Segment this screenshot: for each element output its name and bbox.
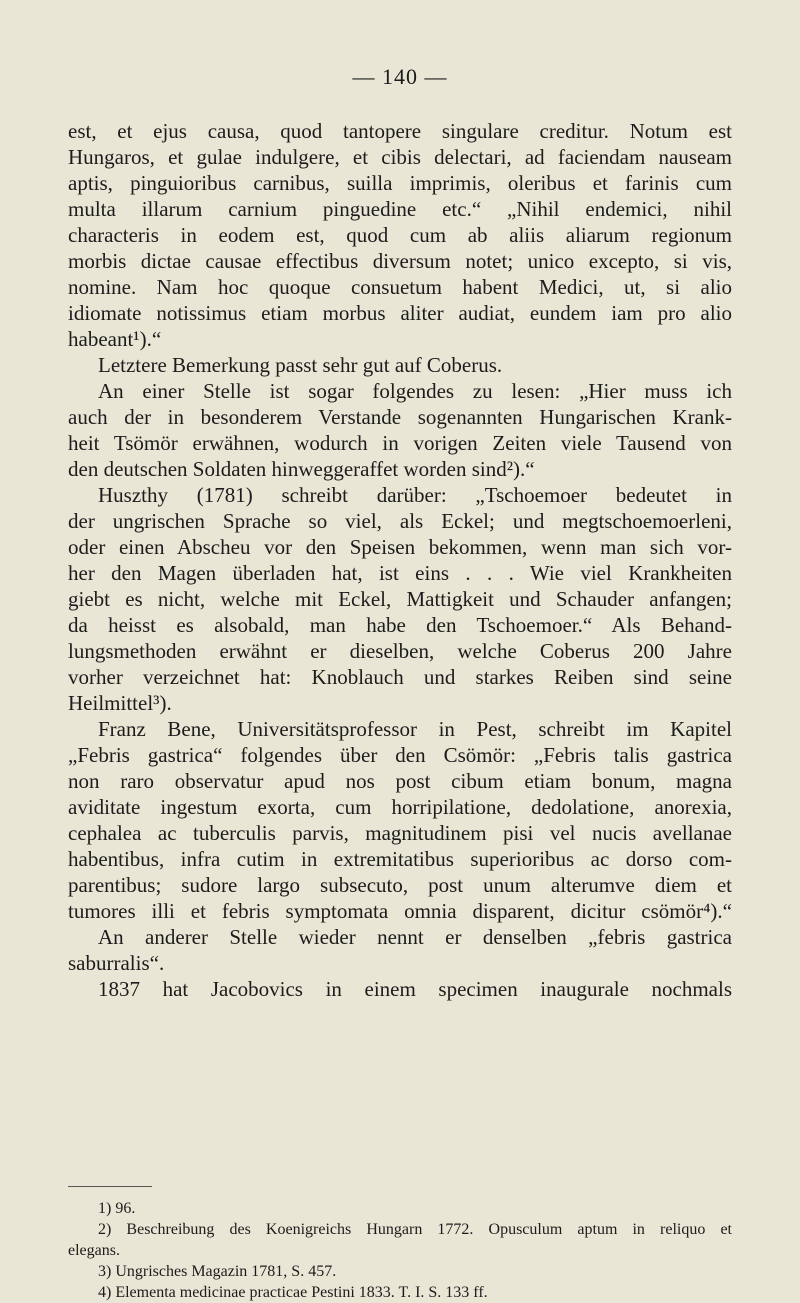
text-line: parentibus; sudore largo subsecuto, post unum alterumve diem et: [68, 873, 732, 897]
text-line: her den Magen überladen hat, ist eins . . . Wie viel Krankheiten: [68, 561, 732, 585]
text-line: lungsmethoden erwähnt er dieselben, welche Coberus 200 Jahre: [68, 639, 732, 663]
text-line: Heilmittel³).: [68, 691, 172, 715]
text-line: Franz Bene, Universitätsprofessor in Pest, schreibt im Kapitel: [98, 717, 732, 741]
text-line: 1837 hat Jacobovics in einem specimen inaugurale nochmals: [98, 977, 732, 1001]
text-line: giebt es nicht, welche mit Eckel, Mattigkeit und Schauder anfangen;: [68, 587, 732, 611]
text-line: nomine. Nam hoc quoque consuetum habent Medici, ut, si alio: [68, 275, 732, 299]
text-line: Letztere Bemerkung passt sehr gut auf Coberus.: [98, 353, 503, 377]
text-line: Huszthy (1781) schreibt darüber: „Tschoemoer bedeutet in: [98, 483, 732, 507]
footnote: elegans.: [68, 1242, 120, 1259]
text-line: characteris in eodem est, quod cum ab aliis aliarum regionum: [68, 223, 732, 247]
text-line: Hungaros, et gulae indulgere, et cibis delectari, ad faciendam nauseam: [68, 145, 732, 169]
text-line: der ungrischen Sprache so viel, als Eckel; und megtschoemoerleni,: [68, 509, 732, 533]
text-line: „Febris gastrica“ folgendes über den Csömör: „Febris talis gastrica: [68, 743, 732, 767]
text-line: tumores illi et febris symptomata omnia disparent, dicitur csömör⁴).“: [68, 899, 732, 923]
text-line: habentibus, infra cutim in extremitatibus superioribus ac dorso com-: [68, 847, 732, 871]
text-line: da heisst es alsobald, man habe den Tschoemoer.“ Als Behand-: [68, 613, 732, 637]
footnote: 2) Beschreibung des Koenigreichs Hungarn 1772. Opusculum aptum in reliquo et: [98, 1221, 732, 1238]
text-line: aptis, pinguioribus carnibus, suilla imprimis, oleribus et farinis cum: [68, 171, 732, 195]
text-line: den deutschen Soldaten hinweggeraffet worden sind²).“: [68, 457, 535, 481]
text-line: auch der in besonderem Verstande sogenannten Hungarischen Krank-: [68, 405, 732, 429]
text-line: idiomate notissimus etiam morbus aliter audiat, eundem iam pro alio: [68, 301, 732, 325]
text-line: heit Tsömör erwähnen, wodurch in vorigen Zeiten viele Tausend von: [68, 431, 732, 455]
footnote: 3) Ungrisches Magazin 1781, S. 457.: [98, 1263, 337, 1280]
footnote: 4) Elementa medicinae practicae Pestini 1833. T. I. S. 133 ff.: [98, 1284, 488, 1301]
text-line: habeant¹).“: [68, 327, 162, 351]
text-line: non raro observatur apud nos post cibum etiam bonum, magna: [68, 769, 732, 793]
footnote-divider: [68, 1186, 152, 1187]
text-line: An anderer Stelle wieder nennt er denselben „febris gastrica: [98, 925, 732, 949]
text-line: est, et ejus causa, quod tantopere singulare creditur. Notum est: [68, 119, 732, 143]
text-line: cephalea ac tuberculis parvis, magnitudinem pisi vel nucis avellanae: [68, 821, 732, 845]
text-line: vorher verzeichnet hat: Knoblauch und starkes Reiben sind seine: [68, 665, 732, 689]
text-line: aviditate ingestum exorta, cum horripilatione, dedolatione, anorexia,: [68, 795, 732, 819]
footnote: 1) 96.: [98, 1200, 136, 1217]
footnotes: [68, 1198, 732, 1303]
text-line: oder einen Abscheu vor den Speisen bekommen, wenn man sich vor-: [68, 535, 732, 559]
text-line: saburralis“.: [68, 951, 165, 975]
body-text: [68, 118, 732, 1002]
text-line: morbis dictae causae effectibus diversum notet; unico excepto, si vis,: [68, 249, 732, 273]
text-line: An einer Stelle ist sogar folgendes zu lesen: „Hier muss ich: [98, 379, 732, 403]
page-number: — 140 —: [352, 64, 448, 89]
text-line: multa illarum carnium pinguedine etc.“ „Nihil endemici, nihil: [68, 197, 732, 221]
